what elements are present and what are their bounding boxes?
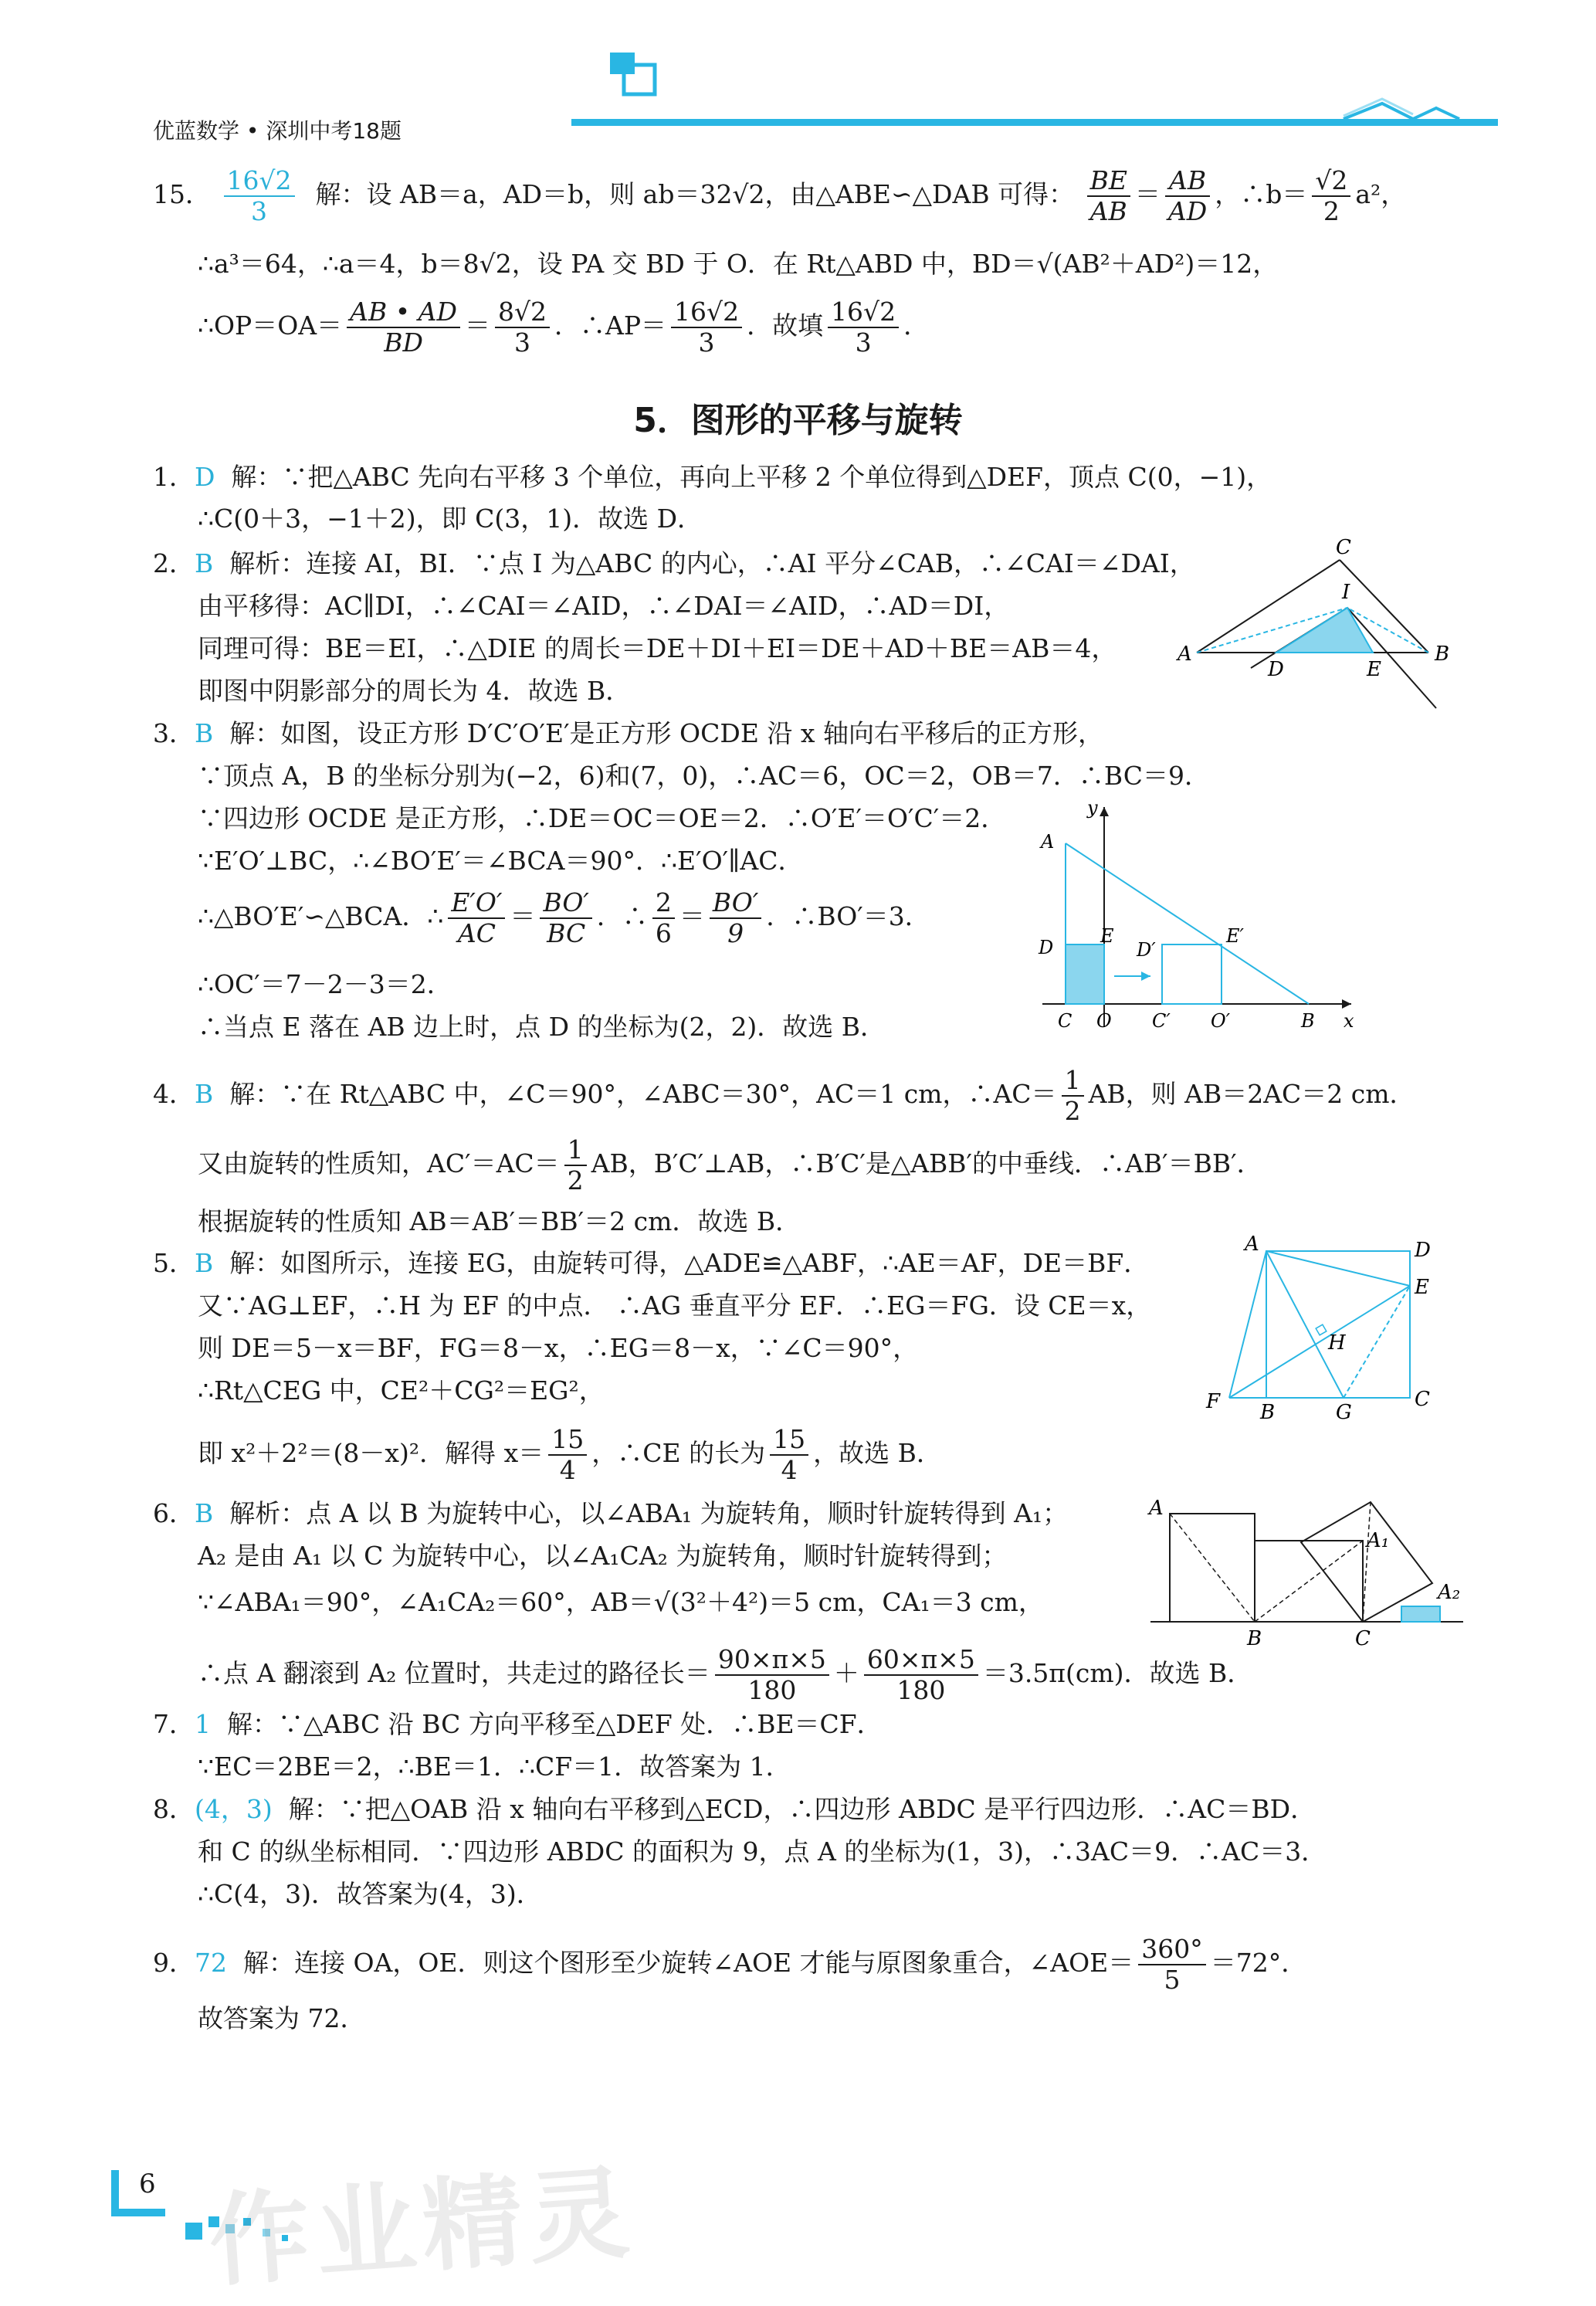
figure-p5-square xyxy=(1197,1232,1452,1425)
fig3-label-o: O xyxy=(1096,1010,1112,1032)
p2-line4: 即图中阴影部分的周长为 4．故选 B． xyxy=(198,676,632,706)
fig6-label-c: C xyxy=(1355,1627,1371,1650)
figure-p2-triangle xyxy=(1174,537,1459,714)
p6-line1: 6．B 解析：点 A 以 B 为旋转中心，以∠ABA₁ 为旋转角，顺时针旋转得到 A₁； xyxy=(153,1498,1069,1528)
p1-line2: ∴C(0＋3，−1＋2)，即 C(3，1)．故选 D． xyxy=(198,504,703,534)
p5-line4: ∴Rt△CEG 中，CE²＋CG²＝EG²， xyxy=(198,1375,605,1406)
section-title: 5．图形的平移与旋转 xyxy=(633,401,963,440)
p15-line1: 15． $\frac{16√2}{3}$ 解：设 AB＝a，AD＝b，则 ab＝32√2，由△ABE∽△DAB 可得： $\frac{BE}{AB}$ ＝ $\frac{AB}{AD}$ ，∴b＝ $\frac{√2}{2}$ a²， xyxy=(153,165,1407,226)
p4-line2: 又由旋转的性质知，AC′＝AC＝ $\frac{1}{2}$ AB，B′C′⊥AB，∴B′C′是△ABB′的中垂线．∴AB′＝BB′． xyxy=(198,1134,1262,1195)
p1-line1: 1．D 解：∵把△ABC 先向右平移 3 个单位，再向上平移 2 个单位得到△DEF，顶点 C(0，−1)， xyxy=(153,462,1272,492)
fig3-label-d: D xyxy=(1039,937,1054,958)
header-book-title: 优蓝数学 • 深圳中考18题 xyxy=(153,118,402,144)
fig5-label-c: C xyxy=(1415,1388,1430,1411)
fig6-label-a: A xyxy=(1149,1497,1164,1520)
figure-p3-coordinate xyxy=(1027,795,1367,1043)
p5-line5: 即 x²＋2²＝(8－x)²．解得 x＝ $\frac{15}{4}$ ，∴CE 的长为 $\frac{15}{4}$ ，故选 B． xyxy=(198,1424,942,1485)
fig5-label-d: D xyxy=(1415,1239,1431,1262)
p5-line1: 5．B 解：如图所示，连接 EG，由旋转可得，△ADE≌△ABF，∴AE＝AF，DE＝BF． xyxy=(153,1248,1150,1278)
p15-line3: ∴OP＝OA＝ $\frac{AB • AD}{BD}$ ＝ $\frac{8√2}{3}$ ．∴AP＝ $\frac{16√2}{3}$ ．故填 $\frac{16√2}{3}$ ． xyxy=(198,297,930,358)
fig3-label-x: x xyxy=(1344,1010,1354,1032)
fig6-label-b: B xyxy=(1247,1627,1262,1650)
p2-line2: 由平移得：AC∥DI，∴∠CAI＝∠AID，∴∠DAI＝∠AID，∴AD＝DI， xyxy=(198,591,1010,621)
p3-line5: ∴△BO′E′∽△BCA．∴ $\frac{E'O'}{AC}$ ＝ $\frac{BO'}{BC}$ ．∴ $\frac{2}{6}$ ＝ $\frac{BO'}{9}$ ．∴BO′＝3． xyxy=(198,887,930,948)
fig3-label-e: E xyxy=(1100,925,1114,947)
p7-line1: 7．1 解：∵△ABC 沿 BC 方向平移至△DEF 处．∴BE＝CF． xyxy=(153,1709,883,1739)
p8-line1: 8．(4，3) 解：∵把△OAB 沿 x 轴向右平移到△ECD，∴四边形 ABDC 是平行四边形．∴AC＝BD． xyxy=(153,1794,1316,1824)
p6-line2: A₂ 是由 A₁ 以 C 为旋转中心，以∠A₁CA₂ 为旋转角，顺时针旋转得到； xyxy=(198,1541,1008,1571)
p3-line4: ∵E′O′⊥BC，∴∠BO′E′＝∠BCA＝90°．∴E′O′∥AC． xyxy=(198,846,804,876)
watermark-text: 作业精灵 xyxy=(205,2153,639,2301)
p6-line3: ∵∠ABA₁＝90°，∠A₁CA₂＝60°，AB＝√(3²＋4²)＝5 cm，CA₁＝3 cm， xyxy=(198,1587,1044,1617)
p3-line1: 3．B 解：如图，设正方形 D′C′O′E′是正方形 OCDE 沿 x 轴向右平移后的正方形， xyxy=(153,718,1103,748)
fig3-label-b: B xyxy=(1301,1010,1315,1032)
p5-line2: 又∵AG⊥EF，∴H 为 EF 的中点． ∴AG 垂直平分 EF．∴EG＝FG．设 CE＝x， xyxy=(198,1290,1152,1321)
p8-line3: ∴C(4，3)．故答案为(4，3)． xyxy=(198,1879,542,1909)
fig3-label-d-prime: D′ xyxy=(1137,939,1156,961)
p3-line3: ∵四边形 OCDE 是正方形，∴DE＝OC＝OE＝2．∴O′E′＝O′C′＝2． xyxy=(198,803,1007,833)
p15-line2: ∴a³＝64，∴a＝4，b＝8√2，设 PA 交 BD 于 O．在 Rt△ABD 中，BD＝√(AB²＋AD²)＝12， xyxy=(198,249,1279,279)
p8-line2: 和 C 的纵坐标相同．∵四边形 ABDC 的面积为 9，点 A 的坐标为(1，3)，∴3AC＝9．∴AC＝3． xyxy=(198,1836,1327,1867)
fig2-label-c: C xyxy=(1336,537,1351,559)
fig6-label-a1: A₁ xyxy=(1367,1529,1390,1552)
fig5-label-f: F xyxy=(1206,1390,1221,1413)
p5-line3: 则 DE＝5－x＝BF，FG＝8－x，∴EG＝8－x，∵∠C＝90°， xyxy=(198,1333,919,1363)
fig2-label-d: D xyxy=(1268,658,1284,681)
fig3-label-o-prime: O′ xyxy=(1211,1010,1231,1032)
fig5-label-b: B xyxy=(1260,1401,1276,1424)
fig3-label-a: A xyxy=(1041,831,1055,853)
fig3-label-y: y xyxy=(1087,797,1098,819)
fig3-label-c-prime: C′ xyxy=(1152,1010,1171,1032)
fig5-label-e: E xyxy=(1415,1276,1429,1299)
p4-line1: 4．B 解：∵在 Rt△ABC 中，∠C＝90°，∠ABC＝30°，AC＝1 cm，∴AC＝ $\frac{1}{2}$ AB，则 AB＝2AC＝2 cm． xyxy=(153,1065,1415,1126)
p3-line2: ∵顶点 A，B 的坐标分别为(−2，6)和(7，0)，∴AC＝6，OC＝2，OB＝7．∴BC＝9． xyxy=(198,761,1210,791)
p9-line1: 9．72 解：连接 OA，OE．则这个图形至少旋转∠AOE 才能与原图象重合，∠AOE＝ $\frac{360^\circ}{5}$ ＝72°． xyxy=(153,1934,1307,1995)
figure-p6-rolling xyxy=(1135,1487,1475,1664)
p7-line2: ∵EC＝2BE＝2，∴BE＝1．∴CF＝1．故答案为 1． xyxy=(198,1752,791,1782)
fig2-label-e: E xyxy=(1367,658,1381,681)
fig6-label-a2: A₂ xyxy=(1438,1581,1461,1604)
fig5-label-h: H xyxy=(1328,1331,1346,1355)
fig2-label-b: B xyxy=(1435,643,1450,666)
fig2-label-a: A xyxy=(1178,643,1192,666)
p2-line3: 同理可得：BE＝EI，∴△DIE 的周长＝DE＋DI＋EI＝DE＋AD＋BE＝AB＝4， xyxy=(198,633,1117,663)
fig5-label-g: G xyxy=(1336,1401,1352,1424)
fig3-label-c: C xyxy=(1058,1010,1072,1032)
fig3-label-e-prime: E′ xyxy=(1226,925,1244,947)
p9-line2: 故答案为 72． xyxy=(198,2003,366,2033)
p2-line1: 2．B 解析：连接 AI，BI．∵点 I 为△ABC 的内心，∴AI 平分∠CAB，∴∠CAI＝∠DAI， xyxy=(153,548,1195,578)
p4-line3: 根据旋转的性质知 AB＝AB′＝BB′＝2 cm．故选 B． xyxy=(198,1206,801,1236)
header-decoration xyxy=(571,46,1498,135)
fig2-label-i: I xyxy=(1342,581,1350,604)
p3-line7: ∴当点 E 落在 AB 边上时，点 D 的坐标为(2，2)．故选 B． xyxy=(198,1012,886,1042)
page-number: 6 xyxy=(139,2169,156,2199)
p6-line4: ∴点 A 翻滚到 A₂ 位置时，共走过的路径长＝ $\frac{90\times\pi\times 5}{180}$ ＋ $\frac{60\times\pi\times 5}{180}$ ＝3.5π(cm)．故选 B． xyxy=(198,1644,1253,1705)
p3-line6: ∴OC′＝7－2－3＝2． xyxy=(198,969,452,999)
fig5-label-a: A xyxy=(1245,1233,1259,1256)
